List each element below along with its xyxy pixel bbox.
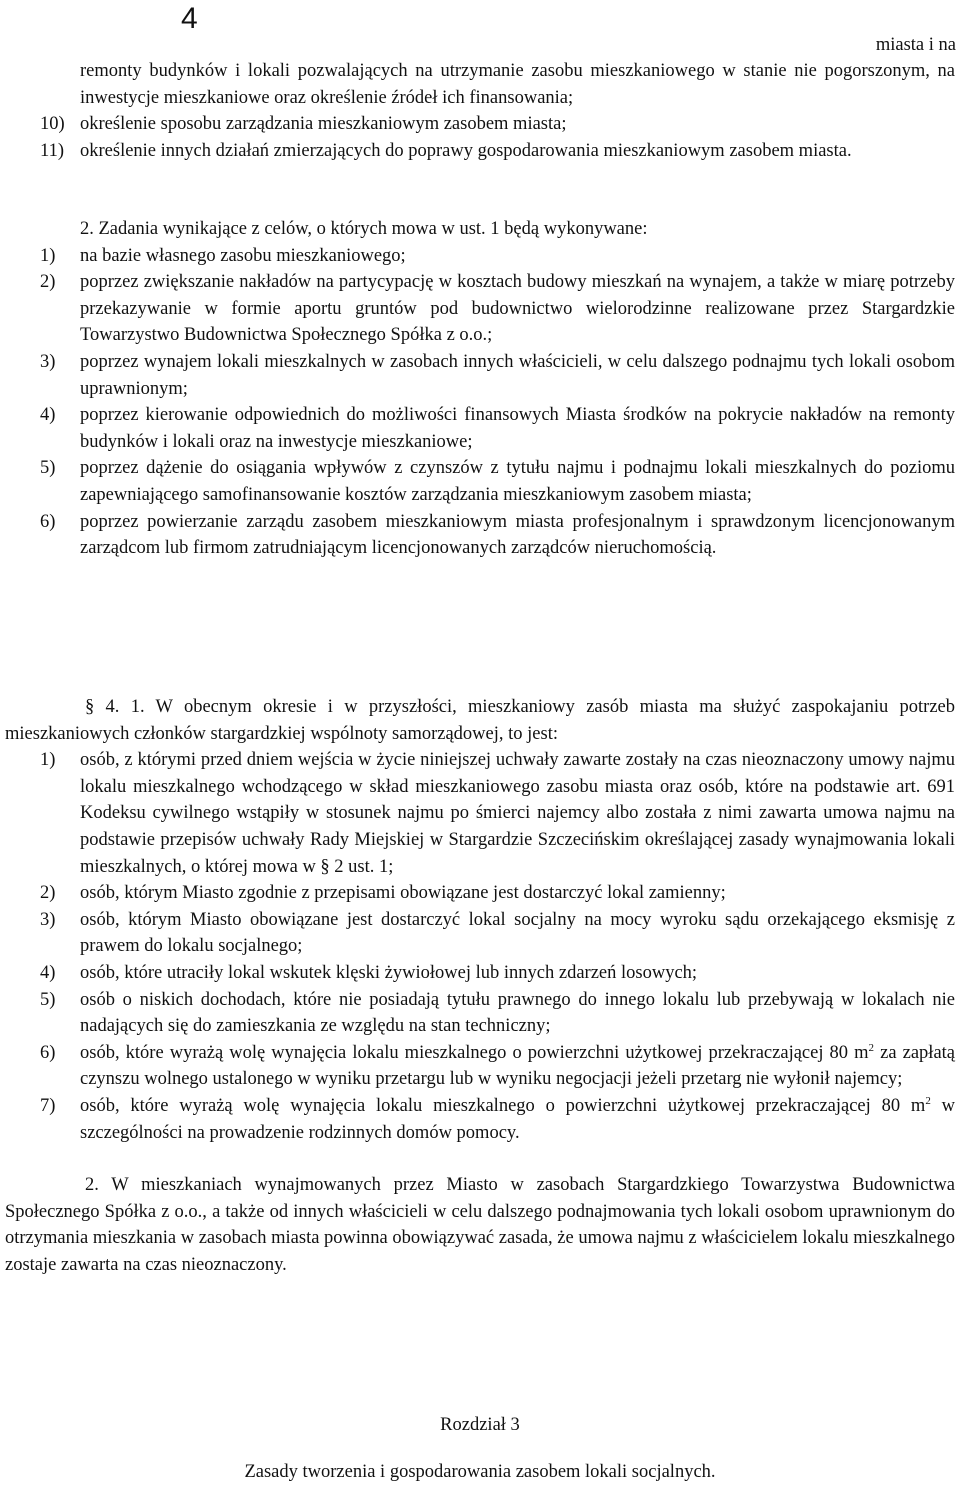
list-item [0,111,960,138]
chapter-label: Rozdział 3 [440,1415,520,1435]
list-item-text: poprzez kierowanie odpowiednich do możliwości finansowych Miasta środków na pokrycie nakładów na remonty budynków i lokali oraz na inwestycje mieszkaniowe; [80,405,955,452]
list-item [0,747,960,880]
list-item-text-part: osób, które wyrażą wolę wynajęcia lokalu mieszkalnego o powierzchni użytkowej przekraczającej 80 m [80,1042,869,1063]
section-2 [0,216,960,562]
superscript: 2 [925,1094,931,1107]
list-item [0,907,960,960]
list-item-number: 5) [40,458,56,479]
list-item-text: osób, którym Miasto zgodnie z przepisami obowiązane jest dostarczyć lokal zamienny; [80,883,726,904]
list-item-text [80,1040,955,1093]
list-item-number: 1) [40,245,56,266]
list-item [0,138,960,165]
list-item-number: 6) [40,1042,56,1063]
list-item-text: osób, którym Miasto obowiązane jest dostarczyć lokal socjalny na mocy wyroku sądu orzekającego eksmisję z prawem do lokalu socjalnego; [80,909,955,957]
list-item-text: poprzez powierzanie zarządu zasobem mieszkaniowym miasta profesjonalnym i sprawdzonym licencjonowanym zarządcom lub firmom zatrudniającym licencjonowanych zarządców nieruchomością. [80,511,955,559]
list-item [0,1040,960,1093]
list-item-text: poprzez dążenie do osiągania wpływów z czynszów z tytułu najmu i podnajmu lokali mieszkalnych do poziomu zapewniającego samofinansowanie kosztów zarządzania mieszkaniowym zasobem miasta; [80,458,955,505]
list-item-text: osób, z którymi przed dniem wejścia w życie niniejszej uchwały zawarte zostały na czas nieoznaczony umowy najmu lokalu mieszkalnego wchodzącego w skład mieszkaniowego zasobu miasta oraz osób, które na podstawie art. 691 Kodeksu cywilnego wstąpiły w stosunek najmu po śmierci najemcy albo została z nimi zawarta umowa najmu na podstawie przepisów uchwały Rady Miejskiej w Stargardzie Szczecińskim określającej zasady wynajmowania lokali mieszkalnych, o której mowa w § 2 ust. 1; [80,750,955,877]
list-item-number: 2) [40,883,56,904]
list-item-text: osób o niskich dochodach, które nie posiadają tytułu prawnego do innego lokalu lub przebywają w lokalach nie nadających się do zamieszkania ze względu na stan techniczny; [80,989,955,1037]
list-item [0,455,960,508]
superscript: 2 [868,1041,875,1054]
list-item [0,987,960,1040]
list-item-number: 3) [40,909,56,930]
page-number: 4 [181,2,198,35]
paragraph-point-2: 2. W mieszkaniach wynajmowanych przez Miasto w zasobach Stargardzkiego Towarzystwa Budownictwa Społecznego Spółka z o.o., a także od innych właścicieli w celu dalszego podnajmowania tych lokali osobom uprawnionym do otrzymania mieszkania w zasobach miasta powinna obowiązywać zasada, że umowa najmu z właścicielem lokalu mieszkalnego zostaje zawarta na czas nieoznaczony. [5,1175,955,1275]
list-item-number: 2) [40,272,56,293]
list-item-text: określenie innych działań zmierzających do poprawy gospodarowania mieszkaniowym zasobem miasta. [80,140,852,161]
list-item-text: remonty budynków i lokali pozwalających na utrzymanie zasobu mieszkaniowego w stanie nie pogorszonym, na inwestycje mieszkaniowe oraz określenie źródeł ich finansowania; [80,61,955,108]
list-item [0,243,960,270]
list-item-text-part: osób, które wyrażą wolę wynajęcia lokalu mieszkalnego o powierzchni użytkowej przekraczającej 80 m [80,1095,926,1116]
list-item [0,880,960,907]
list-item-number: 7) [40,1095,56,1116]
list-item-number: 4) [40,962,56,983]
list-item-number: 4) [40,405,56,426]
list-item [0,349,960,402]
continued-list [0,58,960,164]
list-item [0,960,960,987]
list-item-text: osób, które utraciły lokal wskutek klęski żywiołowej lub innych zdarzeń losowych; [80,962,698,983]
list-item-text: określenie sposobu zarządzania mieszkaniowym zasobem miasta; [80,114,567,135]
section-heading: 2. Zadania wynikające z celów, o których mowa w ust. 1 będą wykonywane: [80,219,648,239]
list-item-text: poprzez wynajem lokali mieszkalnych w zasobach innych właścicieli, w celu dalszego podnajmu tych lokali osobom uprawnionym; [80,351,955,399]
list-item-text: poprzez zwiększanie nakładów na partycypację w kosztach budowy mieszkań na wynajem, a także w miarę potrzeby przekazywanie w formie aportu gruntów pod budownictwo wielorodzinne realizowane przez Stargardzkie Towarzystwo Budownictwa Społecznego Spółka z o.o.; [80,272,955,346]
continued-fragment: miasta i na [875,35,956,55]
chapter-title: Zasady tworzenia i gospodarowania zasobem lokali socjalnych. [244,1462,716,1482]
list-item-number: 3) [40,351,56,372]
list-item-number: 1) [40,750,56,771]
list-item [0,269,960,349]
list-item [0,509,960,562]
list-item-number: 11) [40,140,64,161]
list-item-text-part: w szczególności na prowadzenie rodzinnych domów pomocy. [80,1095,955,1143]
list-item-text [80,1093,955,1146]
paragraph-intro: § 4. 1. W obecnym okresie i w przyszłości, mieszkaniowy zasób miasta ma służyć zaspokajaniu potrzeb mieszkaniowych członków stargardzkiej wspólnoty samorządowej, to jest: [5,697,955,744]
list-item [0,1093,960,1146]
paragraph-4 [0,694,960,1278]
list-item-number: 10) [40,114,65,135]
list-item-number: 6) [40,511,56,532]
list-item [0,58,960,111]
list-item [0,402,960,455]
list-item-text: na bazie własnego zasobu mieszkaniowego; [80,245,406,266]
list-item-text-part: za zapłatą czynszu wolnego ustalonego w wyniku przetargu lub w wyniku negocjacji jeżeli przetarg nie wyłonił najemcy; [80,1042,956,1090]
list-item-number: 5) [40,989,56,1010]
